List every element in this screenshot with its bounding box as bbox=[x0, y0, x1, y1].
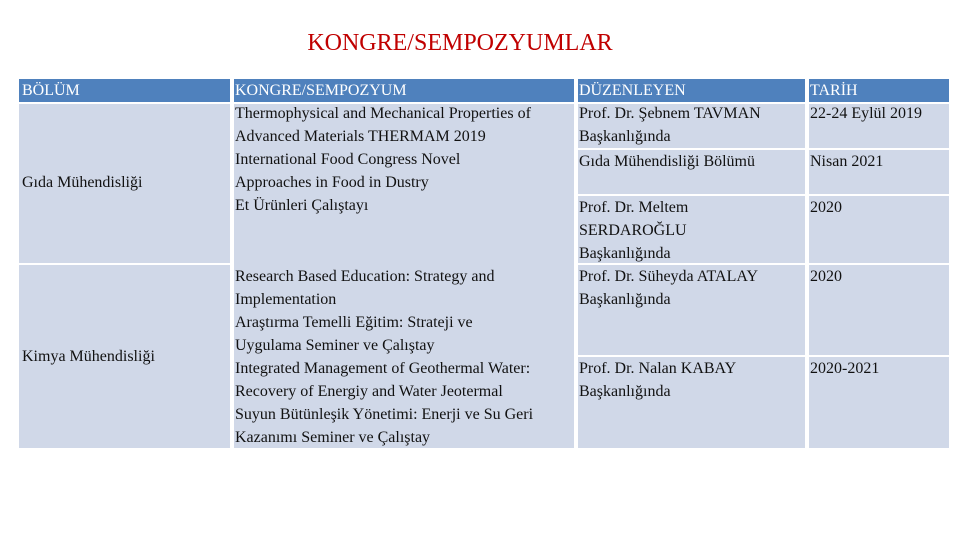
table-cell-organizer: Prof. Dr. Süheyda ATALAY Başkanlığında bbox=[576, 265, 807, 355]
row-divider bbox=[576, 194, 949, 196]
table-cell-date: 2020 bbox=[807, 196, 949, 263]
page-title: KONGRE/SEMPOZYUMLAR bbox=[307, 30, 613, 56]
header-date: TARİH bbox=[807, 79, 949, 102]
table-cell-event: Et Ürünleri Çalıştayı bbox=[235, 197, 369, 214]
row-divider bbox=[576, 355, 949, 357]
header-organizer: DÜZENLEYEN bbox=[576, 79, 807, 102]
table-cell-date: Nisan 2021 bbox=[807, 150, 949, 194]
table-cell-date: 2020-2021 bbox=[807, 357, 949, 448]
table-cell-organizer: Prof. Dr. Şebnem TAVMAN Başkanlığında bbox=[576, 102, 807, 148]
department-cell bbox=[19, 265, 232, 448]
table-cell-date: 22-24 Eylül 2019 bbox=[807, 102, 949, 148]
table-cell-date: 2020 bbox=[807, 265, 949, 355]
row-divider bbox=[19, 102, 949, 104]
header-event: KONGRE/SEMPOZYUM bbox=[232, 79, 576, 102]
table-cell-organizer: Prof. Dr. Nalan KABAY Başkanlığında bbox=[576, 357, 807, 448]
event-column bbox=[232, 102, 576, 448]
table-cell-event: Research Based Education: Strategy and Implementation Araştırma Temelli Eğitim: Strateji ve Uygulama Seminer ve Çalıştay bbox=[235, 268, 495, 354]
department-label: Kimya Mühendisliği bbox=[22, 348, 155, 365]
table-cell-organizer: Gıda Mühendisliği Bölümü bbox=[576, 150, 807, 194]
table-cell-event: Integrated Management of Geothermal Water: Recovery of Energiy and Water Jeotermal Suyun Bütünleşik Yönetimi: Enerji ve Su Geri Kazanımı Seminer ve Çalıştay bbox=[235, 360, 534, 446]
row-divider bbox=[19, 263, 232, 265]
department-label: Gıda Mühendisliği bbox=[22, 174, 143, 191]
table-cell-event: Thermophysical and Mechanical Properties of Advanced Materials THERMAM 2019 bbox=[235, 105, 531, 145]
row-divider bbox=[576, 148, 949, 150]
row-divider bbox=[576, 263, 949, 265]
table-cell-organizer: Prof. Dr. Meltem SERDAROĞLU Başkanlığında bbox=[576, 196, 807, 263]
header-department: BÖLÜM bbox=[19, 79, 232, 102]
table-cell-event: International Food Congress Novel Approaches in Food in Dustry bbox=[235, 151, 461, 191]
department-cell bbox=[19, 102, 232, 263]
events-table bbox=[19, 79, 949, 448]
